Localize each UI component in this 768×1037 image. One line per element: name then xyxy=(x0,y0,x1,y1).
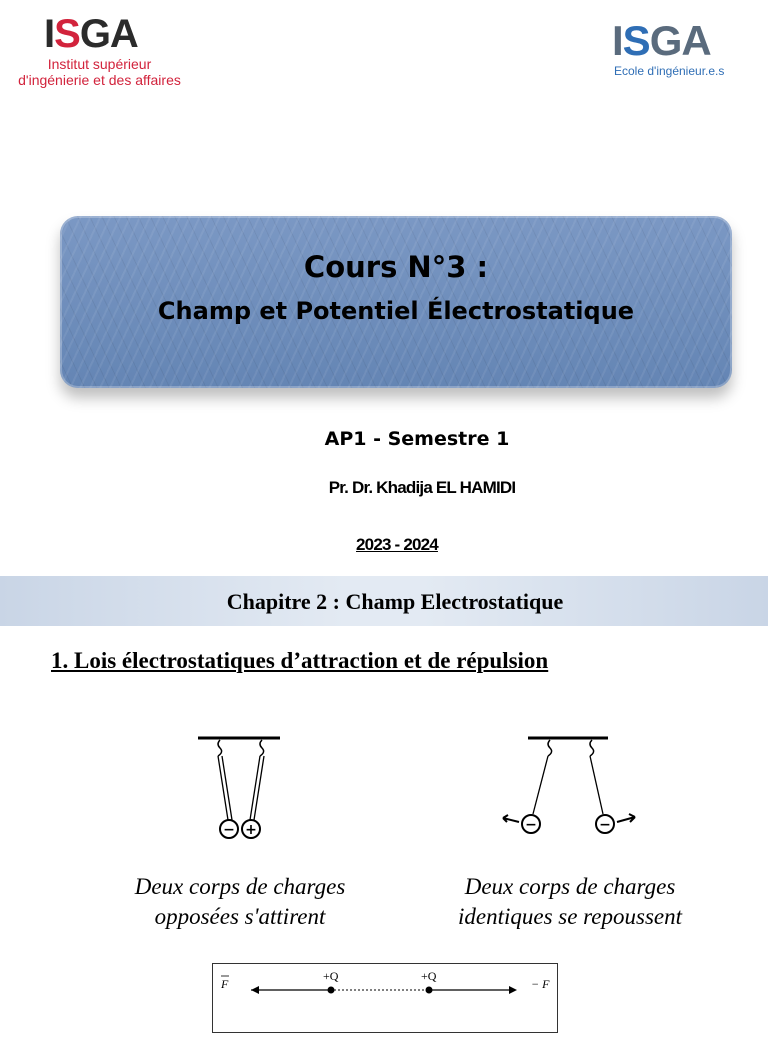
coulomb-force-diagram xyxy=(213,964,557,1032)
section-heading: 1. Lois électrostatiques d’attraction et de répulsion xyxy=(51,648,549,673)
isga-institute-logo xyxy=(12,14,187,88)
logo-left-letter-s: S xyxy=(54,12,80,56)
repel-thread-right xyxy=(590,756,603,814)
logo-right-letter-s: S xyxy=(622,17,650,64)
logo-left-subtitle-2: d'ingénierie et des affaires xyxy=(18,72,181,88)
professor-name: Pr. Dr. Khadija EL HAMIDI xyxy=(328,478,516,497)
attract-hook-left xyxy=(218,740,222,756)
repel-hook-left xyxy=(548,740,552,756)
charge-left-label: +Q xyxy=(323,969,339,983)
repel-thread-left xyxy=(533,756,548,814)
repulsion-caption-line2: identiques se repoussent xyxy=(457,904,682,929)
charge-right-label: +Q xyxy=(421,969,437,983)
repulsion-caption-line1: Deux corps de charges xyxy=(464,874,676,899)
force-left-label: F xyxy=(221,977,229,991)
force-right-arrowhead-icon xyxy=(509,986,517,994)
attraction-caption xyxy=(100,872,380,932)
course-level: AP1 - Semestre 1 xyxy=(324,428,510,450)
isga-engineering-logo xyxy=(600,17,740,78)
course-title: Cours N°3 : xyxy=(303,250,489,284)
logo-left-subtitle-1: Institut supérieur xyxy=(47,56,152,72)
repulsion-pendulum-figure xyxy=(495,730,645,845)
logo-left-letter-i: I xyxy=(44,12,55,56)
repel-hook-right xyxy=(590,740,594,756)
attraction-pendulum-figure xyxy=(190,730,290,845)
repel-minus-icon-right: − xyxy=(599,817,611,833)
logo-right-letters-ga: GA xyxy=(649,17,711,64)
force-right-label: − F xyxy=(531,977,550,991)
attraction-caption-line1: Deux corps de charges xyxy=(134,874,346,899)
charge-left-point xyxy=(328,987,335,994)
logo-left-letters-ga: GA xyxy=(79,12,138,56)
coulomb-force-figure xyxy=(212,963,558,1033)
logo-right-letter-i: I xyxy=(612,17,623,64)
logo-right-word xyxy=(600,17,740,64)
attract-hook-right xyxy=(260,740,264,756)
repel-arrow-right-icon xyxy=(617,814,635,822)
repel-minus-icon-left: − xyxy=(525,817,537,833)
course-subtitle: Champ et Potentiel Électrostatique xyxy=(157,297,635,325)
negative-sign-icon: − xyxy=(223,822,235,838)
force-left-arrowhead-icon xyxy=(251,986,259,994)
attraction-caption-line2: opposées s'attirent xyxy=(154,904,326,929)
chapter-title: Chapitre 2 : Champ Electrostatique xyxy=(226,589,564,614)
academic-year: 2023 - 2024 xyxy=(356,535,438,554)
positive-sign-icon: + xyxy=(245,822,257,838)
repulsion-caption xyxy=(425,872,715,932)
repel-arrow-left-icon xyxy=(503,815,519,822)
logo-right-subtitle: Ecole d'ingénieur.e.s xyxy=(614,64,725,78)
logo-left-word xyxy=(12,14,187,54)
